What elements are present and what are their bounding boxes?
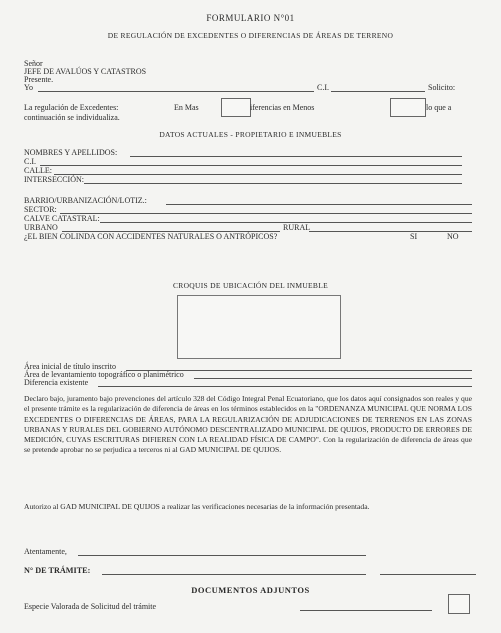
ci-label: C.I. [317, 83, 329, 92]
field-line-street[interactable] [54, 174, 462, 175]
tramite-line[interactable] [102, 574, 366, 575]
urbano-label: URBANO [24, 223, 58, 232]
form-number: FORMULARIO N°01 [206, 13, 295, 23]
attachment-item-1-checkbox[interactable] [448, 594, 470, 614]
request-text-b: En Mas [174, 103, 199, 112]
sketch-box[interactable] [177, 295, 341, 359]
field-line-intersection[interactable] [84, 183, 462, 184]
area-survey-label: Área de levantamiento topográfico o planimétrico [24, 370, 184, 379]
form-subtitle: DE REGULACIÓN DE EXCEDENTES O DIFERENCIAS DE ÁREAS DE TERRENO [107, 31, 394, 40]
yo-label: Yo [24, 83, 33, 92]
request-text-c: iferencias en Menos [250, 103, 315, 112]
field-label-names: NOMBRES Y APELLIDOS: [24, 148, 118, 157]
attachments-title: DOCUMENTOS ADJUNTOS [191, 585, 310, 595]
solicito-label: Solicito: [428, 83, 456, 92]
field-line-barrio[interactable] [166, 204, 472, 205]
field-line-names[interactable] [130, 156, 462, 157]
section-current-title: DATOS ACTUALES - PROPIETARIO E INMUEBLES [159, 130, 342, 139]
field-label-ci: C.I. [24, 157, 36, 166]
colinda-question: ¿EL BIEN COLINDA CON ACCIDENTES NATURALES O ANTRÓPICOS? [24, 232, 278, 241]
salutation: Señor [24, 59, 43, 68]
ci-input-line[interactable] [331, 91, 425, 92]
recipient: JEFE DE AVALÚOS Y CATASTROS [24, 67, 147, 76]
atentamente-label: Atentamente, [24, 547, 67, 556]
field-label-barrio: BARRIO/URBANIZACIÓN/LOTIZ.: [24, 196, 147, 205]
name-input-line[interactable] [38, 91, 314, 92]
signature-line[interactable] [78, 555, 366, 556]
excess-checkbox[interactable] [221, 98, 251, 117]
tramite-line-right[interactable] [380, 574, 476, 575]
field-label-street: CALLE: [24, 166, 52, 175]
field-label-cadastral: CALVE CATASTRAL: [24, 214, 100, 223]
option-si[interactable]: SI [410, 232, 418, 241]
area-survey-line[interactable] [194, 378, 472, 379]
area-difference-label: Diferencia existente [24, 378, 89, 387]
declaration-text: Declaro bajo, juramento bajo prevenciones del artículo 328 del Código Integral Penal Ecuatoriano, que los datos aquí consignados son reales y que el presente trámite es la regularización de diferencia de áreas en los términos establecidos en la "ORDENANZA MUNICIPAL QUE NORMA LOS EXCEDENTES O DIFERENCIAS DE ÁREAS, PARA LA REGULARIZACIÓN DE ADJUDICACIONES DE TERRENOS EN LAS ZONAS URBANAS Y RURALES DEL GOBIERNO AUTÓNOMO DESCENTRALIZADO MUNICIPAL DE QUIJOS, PRODUCTO DE ERRORES DE MEDICIÓN, CUYAS ESCRITURAS DIFIEREN CON LA REALIDAD FÍSICA DE CAMPO". Con la regularización de diferencia de áreas que se pretende aprobar no se perjudica a terceros ni al GAD MUNICIPAL DE QUIJOS. [24, 394, 472, 455]
request-text-d: lo que a [426, 103, 452, 112]
area-difference-line[interactable] [98, 386, 472, 387]
area-initial-label: Área inicial de título inscrito [24, 362, 116, 371]
request-text-a: La regulación de Excedentes: [24, 103, 119, 112]
sketch-title: CROQUIS DE UBICACIÓN DEL INMUEBLE [172, 281, 329, 290]
field-label-sector: SECTOR: [24, 205, 57, 214]
field-line-ci[interactable] [40, 165, 462, 166]
difference-checkbox[interactable] [390, 98, 426, 117]
field-line-sector[interactable] [60, 213, 472, 214]
request-text-line2: continuación se individualiza. [24, 113, 120, 122]
tramite-label: N° DE TRÁMITE: [24, 566, 91, 575]
option-no[interactable]: NO [447, 232, 459, 241]
attachment-item-1: Especie Valorada de Solicitud del trámite [24, 602, 157, 611]
attachment-item-1-line[interactable] [300, 610, 432, 611]
authorization-text: Autorizo al GAD MUNICIPAL DE QUIJOS a realizar las verificaciones necesarias de la información presentada. [24, 502, 370, 511]
presente: Presente. [24, 75, 54, 84]
field-label-intersection: INTERSECCIÓN: [24, 175, 84, 184]
rural-label: RURAL [283, 223, 311, 232]
